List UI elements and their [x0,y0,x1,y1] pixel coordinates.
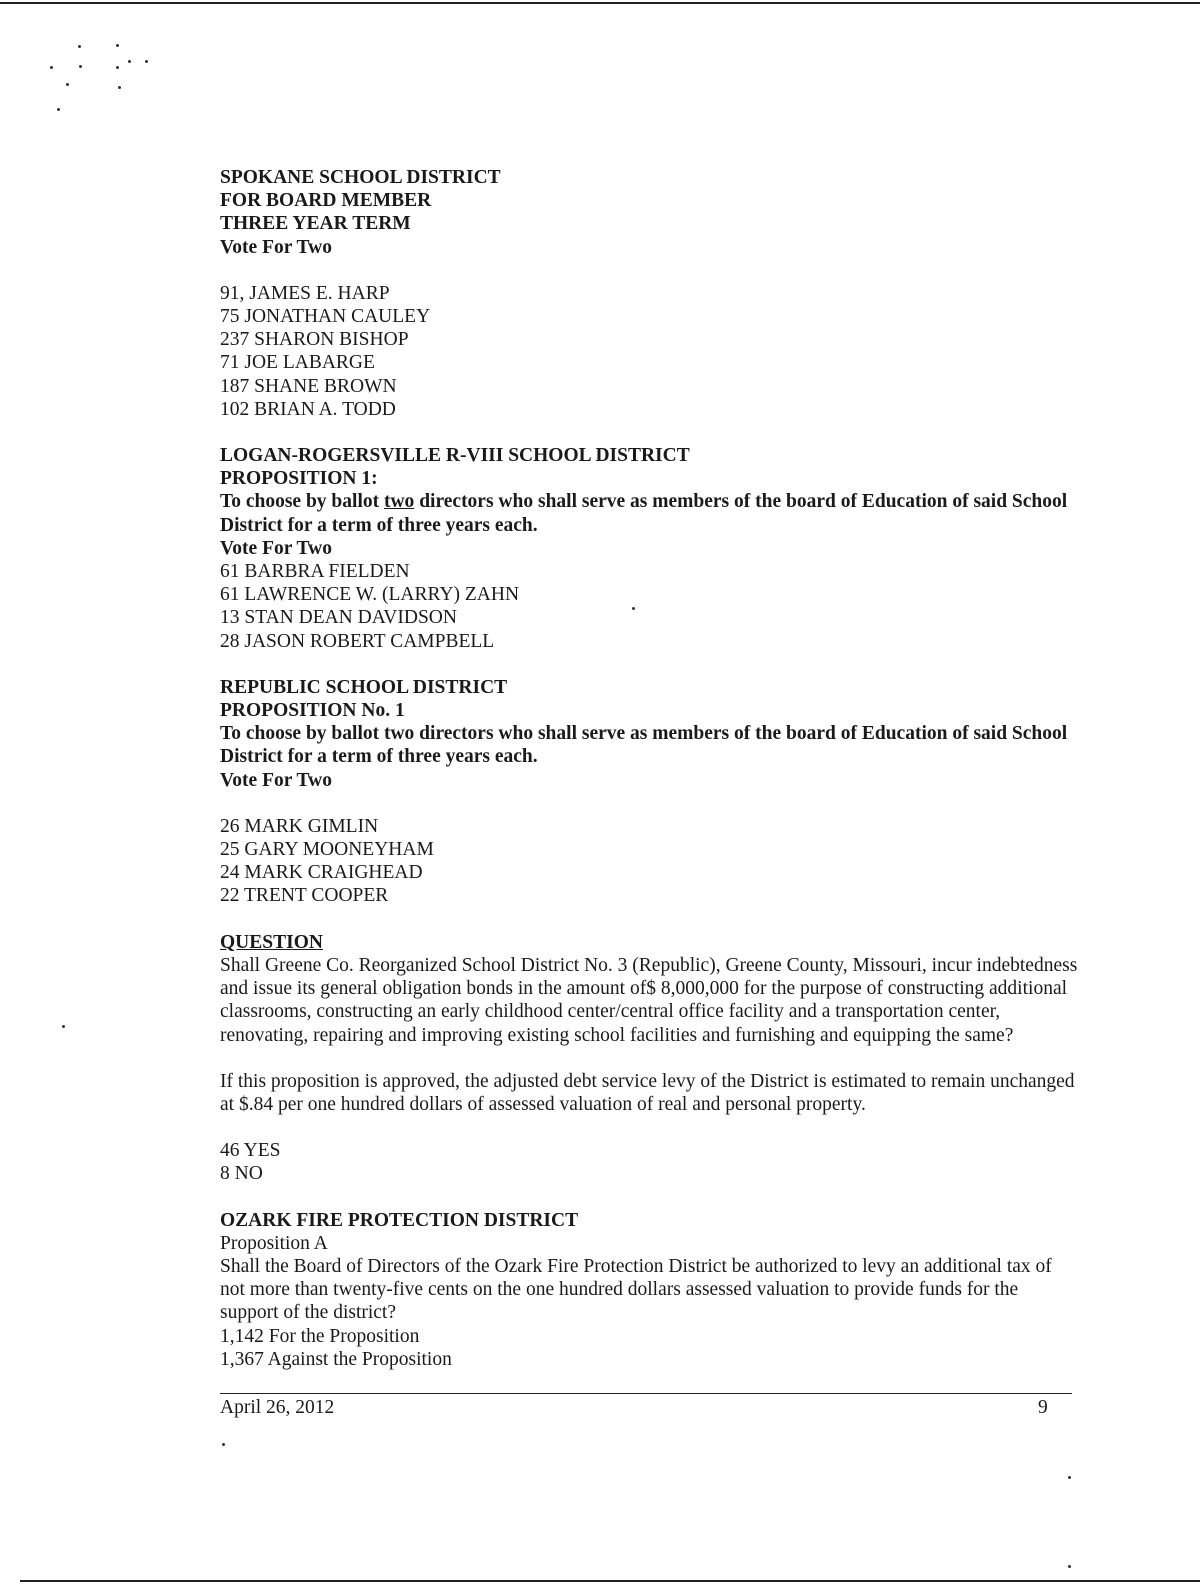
proposition-description: Shall the Board of Directors of the Ozark Fire Protection District be authorized to levy an additional tax of not more than twenty-five cents on the one hundred dollars assessed valuation to provide funds for the support of the district? [220,1255,1052,1324]
logan-rogersville-section [220,444,1080,653]
proposition-result: 1,142 For the Proposition [220,1325,420,1347]
section-heading: OZARK FIRE PROTECTION DISTRICT [220,1209,579,1231]
section-subheading: THREE YEAR TERM [220,213,411,235]
question-result: 8 NO [220,1163,263,1185]
candidate-result: 24 MARK CRAIGHEAD [220,862,423,884]
page-number: 9 [1038,1397,1048,1418]
ozark-section [220,1209,1080,1371]
scan-speck [128,60,131,63]
document-body [220,166,1080,1371]
footer-date: April 26, 2012 [220,1397,335,1418]
scan-speck [116,44,119,47]
section-heading: REPUBLIC SCHOOL DISTRICT [220,676,508,698]
section-heading: LOGAN-ROGERSVILLE R-VIII SCHOOL DISTRICT [220,445,690,467]
footer-rule [220,1393,1072,1394]
candidate-result: 26 MARK GIMLIN [220,815,379,837]
candidate-result: 71 JOE LABARGE [220,352,375,374]
scan-speck [116,66,119,69]
description-text: directors who shall serve as members of the board of Education of said School District for a term of three years each. [220,491,1068,536]
candidate-result: 61 LAWRENCE W. (LARRY) ZAHN [220,584,520,606]
proposition-description [220,490,1080,536]
question-result: 46 YES [220,1140,281,1162]
section-subheading: FOR BOARD MEMBER [220,190,432,212]
candidate-result: 61 BARBRA FIELDEN [220,561,410,583]
scan-speck [57,108,60,111]
vote-instruction: Vote For Two [220,236,332,258]
scan-speck [1068,1565,1071,1568]
proposition-result: 1,367 Against the Proposition [220,1348,452,1370]
vote-instruction: Vote For Two [220,769,332,791]
scan-speck [78,45,81,48]
scan-speck [62,1025,65,1028]
question-heading: QUESTION [220,931,323,953]
description-text: To choose by ballot [220,491,384,513]
scan-speck [222,1443,225,1446]
proposition-label: PROPOSITION 1: [220,468,378,490]
scan-speck [118,86,121,89]
question-note: If this proposition is approved, the adjusted debt service levy of the District is estimated to remain unchanged at $.84 per one hundred dollars of assessed valuation of real and personal property. [220,1070,1075,1115]
republic-section [220,676,1080,908]
section-heading: SPOKANE SCHOOL DISTRICT [220,167,501,188]
scan-speck [66,83,69,86]
candidate-result: 75 JONATHAN CAULEY [220,306,431,328]
candidate-result: 237 SHARON BISHOP [220,329,409,351]
candidate-result: 102 BRIAN A. TODD [220,398,396,420]
candidate-result: 91, JAMES E. HARP [220,282,390,304]
candidate-result: 28 JASON ROBERT CAMPBELL [220,630,495,652]
question-section [220,931,1080,1186]
scan-speck [79,65,82,68]
scan-speck [50,66,53,69]
candidate-result: 13 STAN DEAN DAVIDSON [220,607,457,629]
top-edge-rule [0,2,1200,4]
scan-speck [145,60,148,63]
vote-instruction: Vote For Two [220,537,332,559]
description-emphasis: two [383,491,415,513]
proposition-label: PROPOSITION No. 1 [220,700,405,722]
proposition-description: To choose by ballot two directors who shall serve as members of the board of Education of said School District for a term of three years each. [220,723,1068,768]
question-text: Shall Greene Co. Reorganized School District No. 3 (Republic), Greene County, Missouri, incur indebtedness and issue its general obligation bonds in the amount of$ 8,000,000 for the purpose of constructing additional classrooms, constructing an early childhood center/central office facility and a transportation center, renovating, repairing and improving existing school facilities and furnishing and equipping the same? [220,954,1078,1046]
scan-speck [1068,1476,1071,1479]
candidate-result: 22 TRENT COOPER [220,885,389,907]
bottom-edge-rule [20,1580,1200,1582]
proposition-label: Proposition A [220,1232,328,1254]
candidate-result: 25 GARY MOONEYHAM [220,839,434,861]
candidate-result: 187 SHANE BROWN [220,375,397,397]
spokane-section [220,166,1080,421]
